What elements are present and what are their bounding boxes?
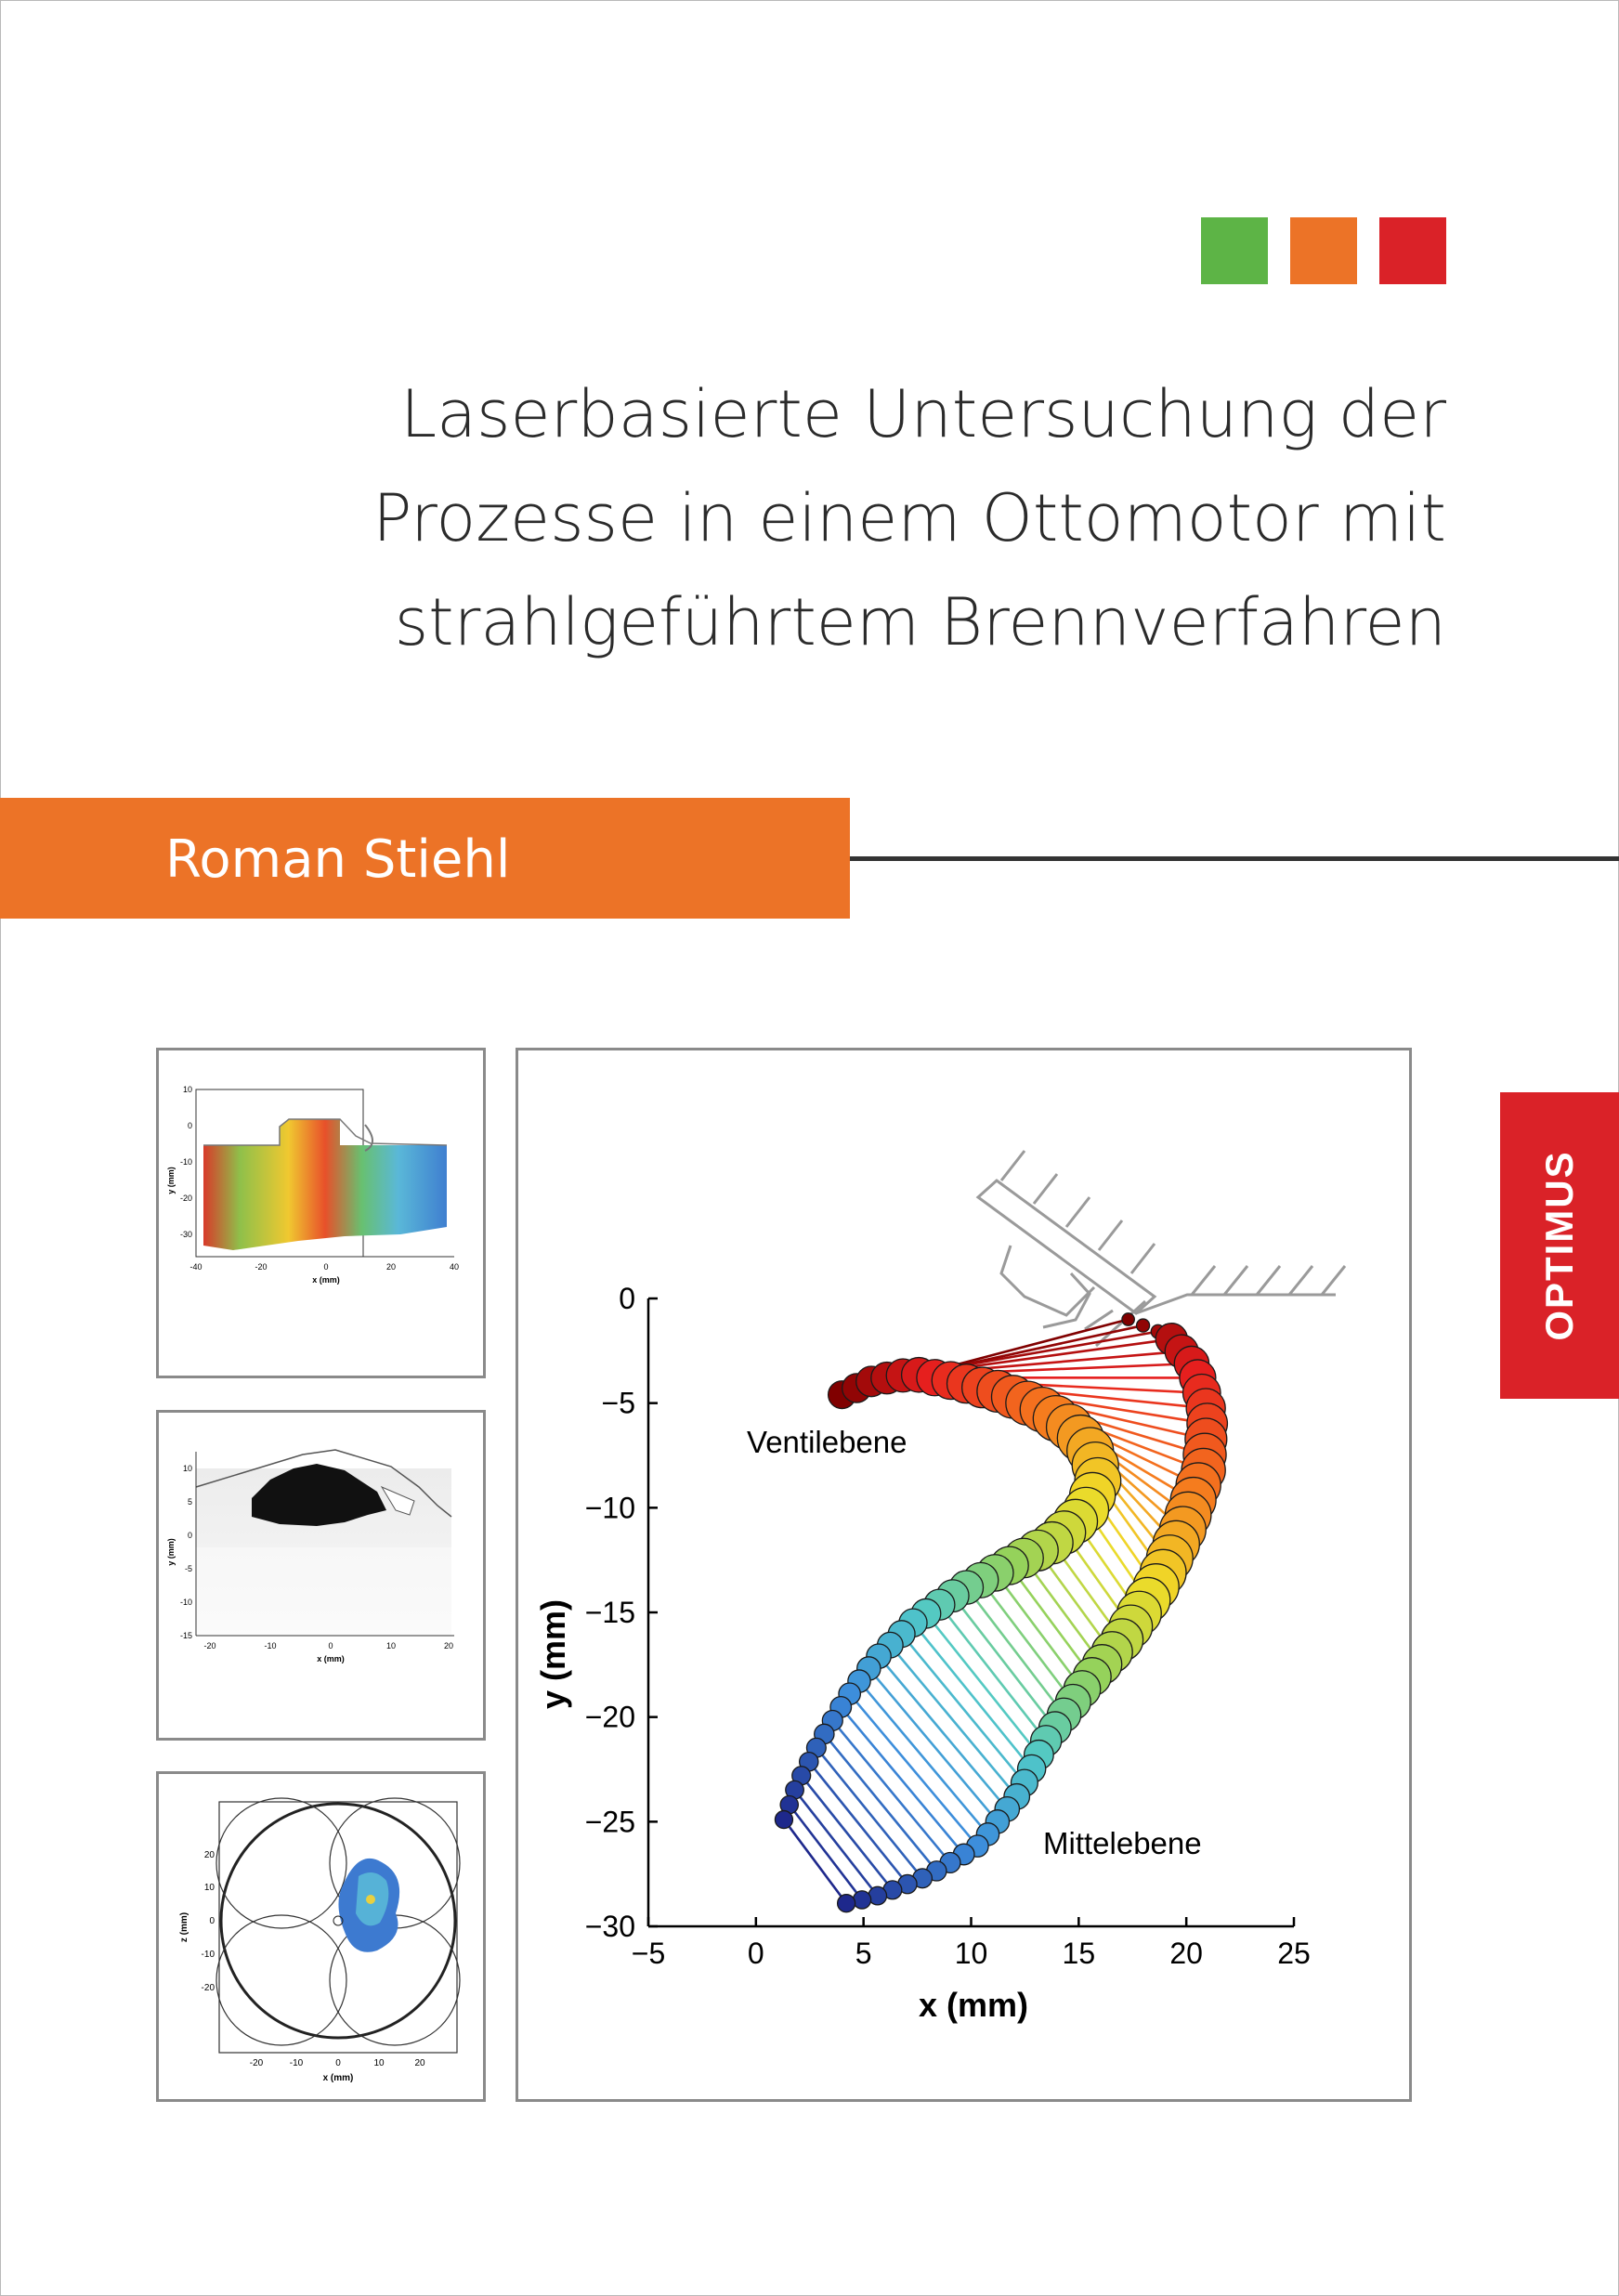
title-line-3: strahlgeführtem Brennverfahren [394,584,1446,660]
figure-main-chart [516,1048,1412,2102]
x-tick-label: 5 [855,1937,872,1970]
y-tick-label: −5 [601,1386,635,1420]
tick-x: -10 [264,1641,277,1650]
x-tick-label: 15 [1062,1937,1096,1970]
tick-x: 0 [323,1262,329,1272]
connector-line [966,1587,1064,1715]
x-tick-label: 25 [1277,1937,1311,1970]
tick-y: 5 [187,1497,192,1507]
divider-rule [850,856,1619,861]
y-tick-label: 0 [619,1282,635,1315]
connector-line [790,1805,862,1899]
tick-y: -20 [201,1983,215,1993]
tick-y: -10 [179,1157,192,1167]
x-axis-label: x (mm) [918,1986,1029,2024]
tick-x: -20 [255,1262,268,1272]
y-tick-label: −25 [584,1805,635,1839]
y-axis-label: y (mm) [166,1167,176,1194]
connector-line [902,1634,1025,1782]
annotation-mittelebene: Mittelebene [1043,1826,1202,1860]
y-axis-label: z (mm) [179,1911,189,1943]
y-tick-label: −10 [584,1491,635,1525]
y-tick-label: −30 [584,1910,635,1943]
tick-x: -40 [189,1262,202,1272]
spark-plug-sketch [978,1151,1345,1346]
orange-square [1290,217,1357,284]
cross-section-plot [159,1774,483,2099]
tick-y: 20 [203,1850,215,1860]
figure-cross-section [156,1771,486,2102]
connector-line [841,1707,963,1855]
y-tick-label: −15 [584,1596,635,1629]
tick-x: 0 [328,1641,333,1650]
tick-y: 0 [187,1121,192,1130]
x-axis-label: x (mm) [312,1275,340,1285]
connector-line [913,1623,1032,1768]
tick-y: 10 [182,1464,192,1473]
marker-mittelebene [838,1895,855,1912]
marker-ventilebene [775,1811,792,1829]
annotation-ventilebene: Ventilebene [747,1425,907,1459]
red-square [1379,217,1446,284]
title-line-1: Laserbasierte Untersuchung der [400,376,1446,452]
y-tick-label: −20 [584,1700,635,1734]
connector-line [784,1820,846,1903]
tick-y: -5 [184,1564,192,1573]
tick-y: -10 [201,1950,215,1960]
figure-spray-image [156,1410,486,1741]
connector-line [795,1790,878,1896]
author-name: Roman Stiehl [165,829,511,890]
tick-x: 0 [335,2058,341,2068]
y-axis-label: y (mm) [534,1598,572,1710]
y-axis-label: y (mm) [166,1538,176,1566]
x-axis-label: x (mm) [322,2073,354,2083]
tick-y: -10 [179,1598,192,1607]
tick-x: 10 [373,2058,385,2068]
x-tick-label: 20 [1169,1937,1203,1970]
trajectory-chart [518,1050,1409,2099]
figure-velocity-field [156,1048,486,1378]
x-axis-label: x (mm) [317,1654,345,1663]
tick-y: -30 [179,1230,192,1239]
spray-image-plot [159,1413,483,1738]
marker-mittelebene [853,1891,870,1909]
tick-x: -10 [289,2058,304,2068]
connector-line [981,1580,1073,1702]
x-tick-label: 10 [954,1937,988,1970]
title-line-2: Prozesse in einem Ottomotor mit [372,480,1446,556]
velocity-field-plot [159,1050,483,1376]
tick-x: 10 [385,1641,397,1650]
tick-x: 20 [385,1262,397,1272]
tick-y: 0 [209,1916,215,1926]
tick-y: 10 [182,1085,192,1094]
tick-y: 10 [203,1883,215,1893]
tick-x: -20 [249,2058,264,2068]
connector-line [868,1668,998,1821]
tick-x: 20 [414,2058,425,2068]
connector-line [802,1776,893,1890]
marker-mittelebene [1137,1319,1150,1332]
connector-line [995,1572,1082,1689]
book-title [146,362,1446,674]
connector-line [953,1596,1055,1728]
connector-line [850,1694,978,1846]
x-tick-label: 0 [747,1937,764,1970]
series-badge [1500,1092,1619,1399]
marker-mittelebene [1122,1313,1134,1325]
tick-x: 40 [449,1262,460,1272]
tick-y: -15 [179,1631,192,1640]
tick-y: -20 [179,1194,192,1203]
connector-line [809,1762,907,1885]
connector-line [890,1645,1016,1796]
connector-line [859,1681,987,1834]
x-tick-label: −5 [631,1937,666,1970]
tick-y: 0 [187,1531,192,1540]
tick-x: -20 [203,1641,216,1650]
series-label: OPTIMUS [1537,1150,1581,1341]
connector-line [879,1656,1007,1809]
tick-x: 20 [443,1641,454,1650]
green-square [1201,217,1268,284]
